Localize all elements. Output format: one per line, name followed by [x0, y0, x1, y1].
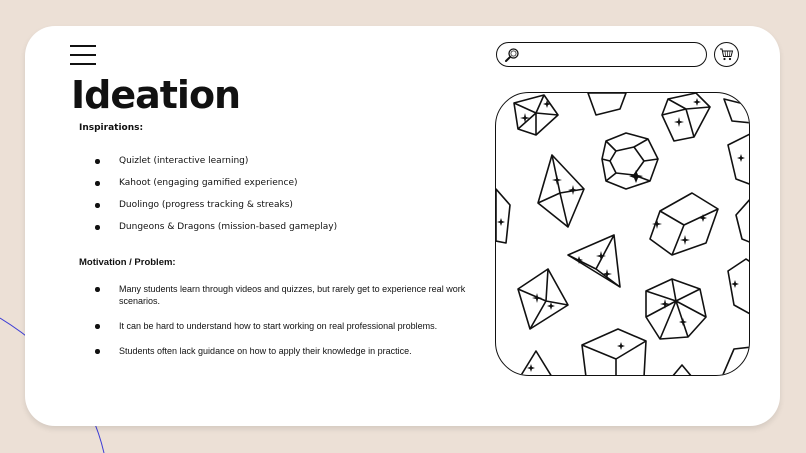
list-item: Duolingo (progress tracking & streaks): [95, 199, 475, 211]
hamburger-menu-icon[interactable]: [70, 45, 96, 65]
cart-icon: [719, 47, 734, 62]
list-item: Many students learn through videos and quizzes, but rarely get to experience real work scenarios.: [95, 283, 475, 307]
inspirations-list: [95, 155, 475, 243]
motivation-heading: Motivation / Problem:: [79, 257, 176, 268]
cart-button[interactable]: [714, 42, 739, 67]
list-item: Quizlet (interactive learning): [95, 155, 475, 167]
list-item: Students often lack guidance on how to apply their knowledge in practice.: [95, 345, 475, 357]
list-item: Kahoot (engaging gamified experience): [95, 177, 475, 189]
motivation-list: [95, 283, 475, 370]
list-item: It can be hard to understand how to start working on real professional problems.: [95, 320, 475, 332]
search-bar[interactable]: [496, 42, 707, 67]
list-item: Dungeons & Dragons (mission-based gameplay): [95, 221, 475, 233]
magnifier-icon[interactable]: [503, 46, 521, 64]
page-title: Ideation: [71, 73, 241, 117]
dice-pattern-image: [495, 92, 750, 376]
inspirations-heading: Inspirations:: [79, 123, 144, 133]
search-input[interactable]: [525, 46, 701, 65]
